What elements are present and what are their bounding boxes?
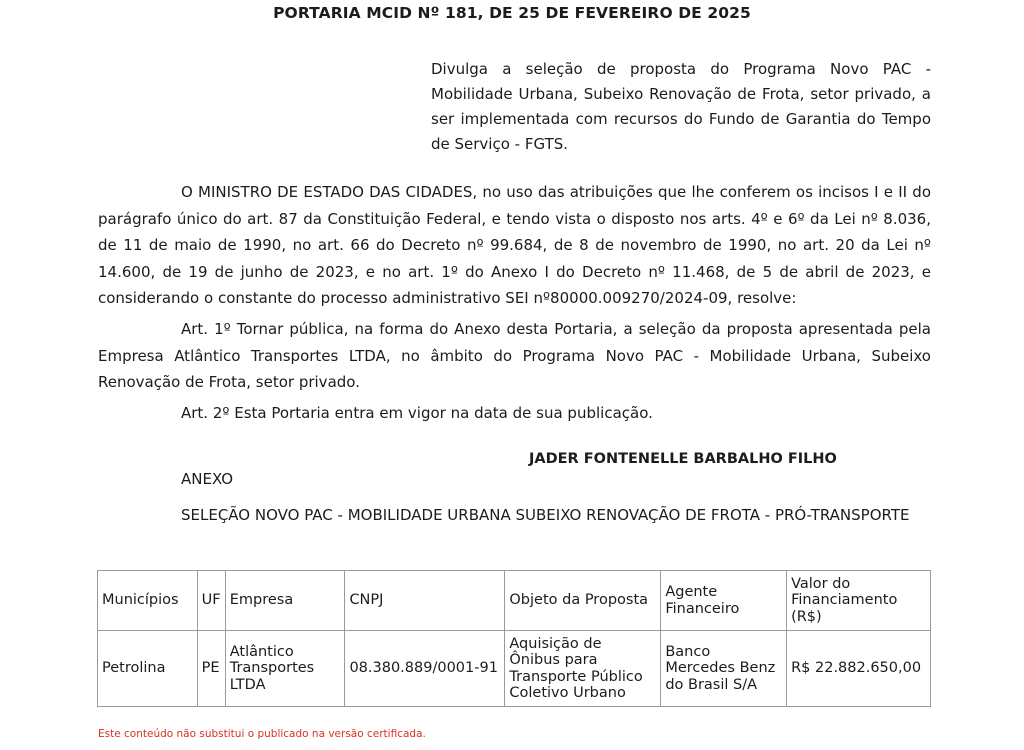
annex-table bbox=[97, 570, 931, 707]
annex-title: SELEÇÃO NOVO PAC - MOBILIDADE URBANA SUBEIXO RENOVAÇÃO DE FROTA - PRÓ-TRANSPORTE bbox=[181, 506, 910, 524]
preamble-paragraph: O MINISTRO DE ESTADO DAS CIDADES, no uso das atribuições que lhe conferem os incisos I e II do parágrafo único do art. 87 da Constituição Federal, e tendo vista o disposto nos arts. 4º e 6º da Lei nº 8.036, de 11 de maio de 1990, no art. 66 do Decreto nº 99.684, de 8 de novembro de 1990, no art. 20 da Lei nº 14.600, de 19 de junho de 2023, e no art. 1º do Anexo I do Decreto nº 11.468, de 5 de abril de 2023, e considerando o constante do processo administrativo SEI nº80000.009270/2024-09, resolve: bbox=[98, 183, 931, 307]
header-valor: Valor do Financiamento (R$) bbox=[787, 571, 931, 631]
table-header-row bbox=[98, 571, 931, 631]
article-1: Art. 1º Tornar pública, na forma do Anexo desta Portaria, a seleção da proposta apresentada pela Empresa Atlântico Transportes LTDA, no âmbito do Programa Novo PAC - Mobilidade Urbana, Subeixo Renovação de Frota, setor privado. bbox=[98, 320, 931, 391]
header-empresa: Empresa bbox=[225, 571, 345, 631]
cell-agente: Banco Mercedes Benz do Brasil S/A bbox=[661, 631, 787, 707]
certification-note: Este conteúdo não substitui o publicado na versão certificada. bbox=[98, 728, 426, 740]
cell-empresa: Atlântico Transportes LTDA bbox=[225, 631, 345, 707]
ementa: Divulga a seleção de proposta do Programa Novo PAC - Mobilidade Urbana, Subeixo Renovação de Frota, setor privado, a ser implementada com recursos do Fundo de Garantia do Tempo de Serviço - FGTS. bbox=[431, 60, 931, 153]
cell-objeto: Aquisição de Ônibus para Transporte Público Coletivo Urbano bbox=[505, 631, 661, 707]
header-cnpj: CNPJ bbox=[345, 571, 505, 631]
cell-valor: R$ 22.882.650,00 bbox=[787, 631, 931, 707]
header-uf: UF bbox=[197, 571, 225, 631]
header-agente: Agente Financeiro bbox=[661, 571, 787, 631]
article-2: Art. 2º Esta Portaria entra em vigor na data de sua publicação. bbox=[181, 404, 653, 422]
annex-label: ANEXO bbox=[181, 470, 234, 488]
header-objeto: Objeto da Proposta bbox=[505, 571, 661, 631]
cell-cnpj: 08.380.889/0001-91 bbox=[345, 631, 505, 707]
cell-uf: PE bbox=[197, 631, 225, 707]
table-row bbox=[98, 631, 931, 707]
cell-municipio: Petrolina bbox=[98, 631, 198, 707]
signer-name: JADER FONTENELLE BARBALHO FILHO bbox=[529, 451, 837, 467]
header-municipios: Municípios bbox=[98, 571, 198, 631]
document-title: PORTARIA MCID Nº 181, DE 25 DE FEVEREIRO DE 2025 bbox=[273, 4, 751, 22]
